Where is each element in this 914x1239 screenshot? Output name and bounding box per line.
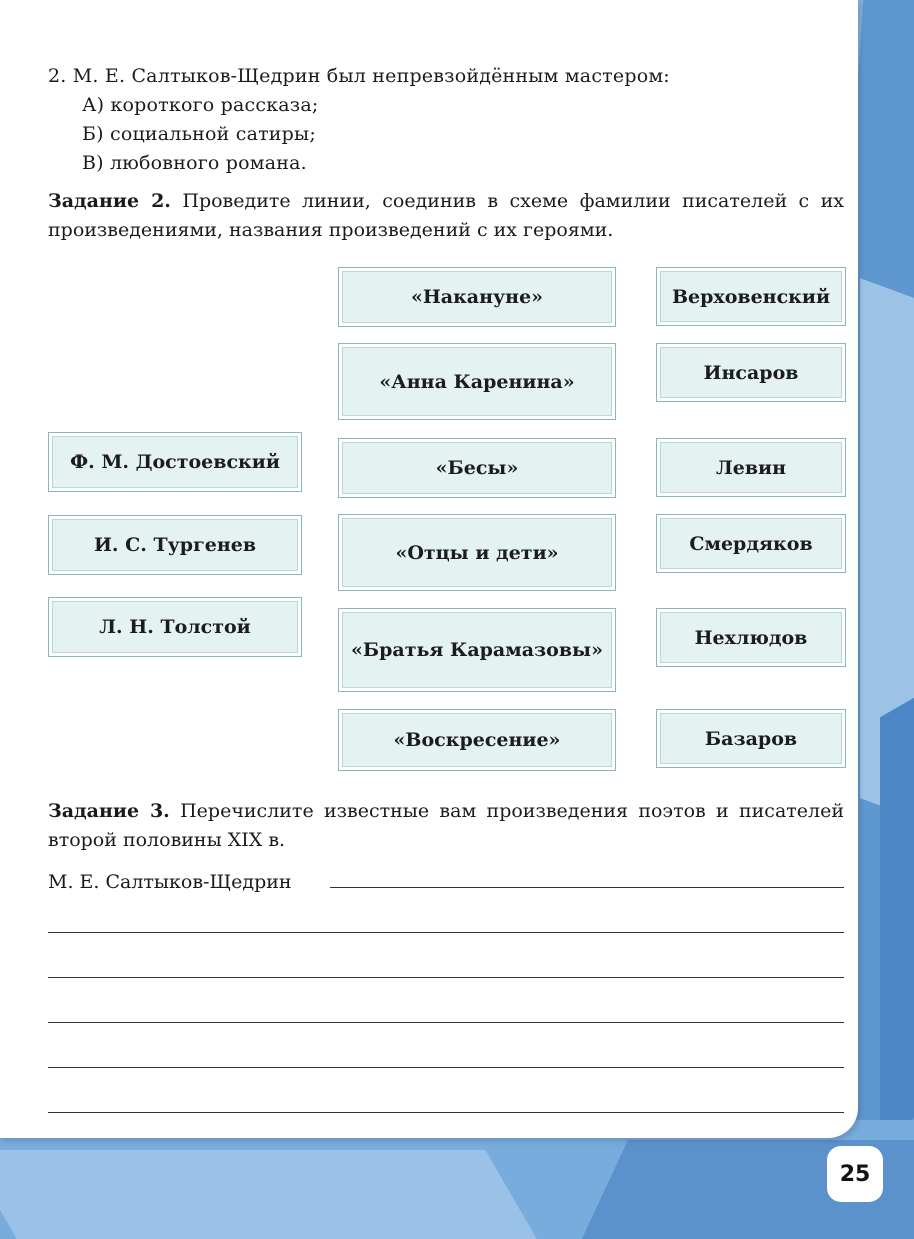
hero-box-verkhovensky[interactable]: Верховенский	[656, 267, 846, 326]
work-box-ottsy-i-deti[interactable]: «Отцы и дети»	[338, 514, 616, 591]
task-3-text: Перечислите известные вам произведения поэтов и писателей второй половины XIX в.	[48, 800, 845, 851]
task-2-text: Проведите линии, соединив в схеме фамилии писателей с их произведениями, названия произведений с их героями.	[48, 190, 845, 241]
answer-line[interactable]	[48, 977, 844, 978]
hero-box-smerdyakov[interactable]: Смердяков	[656, 514, 846, 573]
hero-box-nekhlyudov[interactable]: Нехлюдов	[656, 608, 846, 667]
work-box-besy[interactable]: «Бесы»	[338, 438, 616, 498]
author-box-tolstoy[interactable]: Л. Н. Толстой	[48, 597, 302, 657]
work-box-voskresenie[interactable]: «Воскресение»	[338, 709, 616, 771]
question-2-option-a[interactable]: А) короткого рассказа;	[82, 94, 319, 116]
work-box-bratya-karamazovy[interactable]: «Братья Карамазовы»	[338, 608, 616, 692]
answer-line[interactable]	[48, 932, 844, 933]
work-box-anna-karenina[interactable]: «Анна Каренина»	[338, 343, 616, 420]
question-2-stem: 2. М. Е. Салтыков-Щедрин был непревзойдённым мастером:	[48, 65, 670, 87]
answer-line[interactable]	[330, 887, 844, 888]
author-box-dostoevsky[interactable]: Ф. М. Достоевский	[48, 432, 302, 492]
author-box-turgenev[interactable]: И. С. Тургенев	[48, 515, 302, 575]
task-3	[48, 797, 844, 855]
task-2	[48, 187, 844, 245]
work-box-nakanune[interactable]: «Накануне»	[338, 267, 616, 327]
question-2-option-c[interactable]: В) любовного романа.	[82, 152, 307, 174]
hero-box-insarov[interactable]: Инсаров	[656, 343, 846, 402]
task-3-label: Задание 3.	[48, 800, 170, 822]
hero-box-bazarov[interactable]: Базаров	[656, 709, 846, 768]
task-2-label: Задание 2.	[48, 190, 171, 212]
answer-line[interactable]	[48, 1112, 844, 1113]
answer-line[interactable]	[48, 1067, 844, 1068]
page-number: 25	[827, 1146, 883, 1202]
question-2-option-b[interactable]: Б) социальной сатиры;	[82, 123, 316, 145]
answer-line[interactable]	[48, 1022, 844, 1023]
question-2	[48, 62, 670, 178]
writer-label: М. Е. Салтыков-Щедрин	[48, 871, 292, 893]
hero-box-levin[interactable]: Левин	[656, 438, 846, 497]
